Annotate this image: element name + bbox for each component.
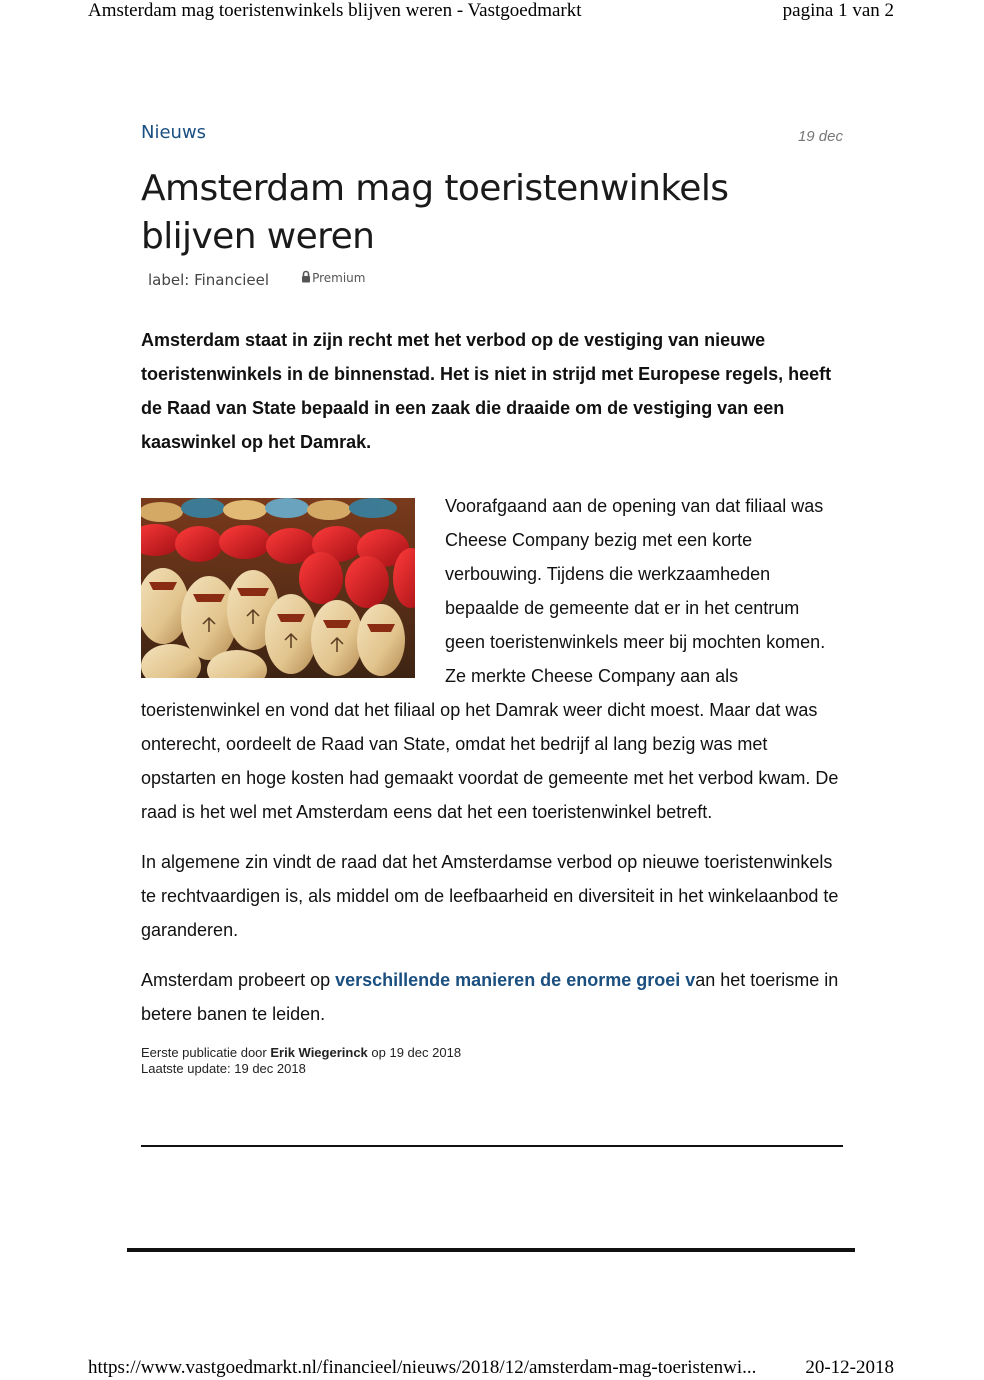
article-paragraph-3 <box>141 963 843 1031</box>
title-line-2: blijven weren <box>141 216 375 257</box>
credit-suffix: op 19 dec 2018 <box>367 1045 462 1060</box>
article-paragraph-2: In algemene zin vindt de raad dat het Amsterdamse verbod op nieuwe toeristenwinkels te rechtvaardigen is, als middel om de leefbaarheid en diversiteit in het winkelaanbod te garanderen. <box>141 852 839 940</box>
print-header-page: pagina 1 van 2 <box>782 0 894 21</box>
title-line-1: Amsterdam mag toeristenwinkels <box>141 168 729 209</box>
print-footer <box>88 1357 894 1379</box>
article <box>141 120 843 1077</box>
category-link[interactable]: Nieuws <box>141 122 207 143</box>
article-body-1 <box>141 489 843 829</box>
last-update: Laatste update: 19 dec 2018 <box>141 1061 306 1076</box>
first-publication <box>141 1045 843 1061</box>
paragraph-3-start: Amsterdam probeert op <box>141 970 336 990</box>
article-meta <box>141 271 843 289</box>
lock-icon <box>301 270 311 286</box>
article-paragraph-1: Voorafgaand aan de opening van dat filiaal was Cheese Company bezig met een korte verbouwing. Tijdens die werkzaamheden bepaalde de gemeente dat er in het centrum geen toeristenwinkels meer bij mochten komen. Ze merkte Cheese Company aan als toeristenwinkel en vond dat het filiaal op het Damrak weer dicht moest. Maar dat was onterecht, oordeelt de Raad van State, omdat het bedrijf al lang bezig was met opstarten en hoge kosten had gemaakt voordat de gemeente met het verbod kwam. De raad is het wel met Amsterdam eens dat het een toeristenwinkel betreft. <box>141 496 839 822</box>
paragraph-3-end: an het toerisme in betere banen te leiden. <box>141 970 839 1024</box>
divider-thick <box>127 1248 855 1252</box>
print-header-title: Amsterdam mag toeristenwinkels blijven weren - Vastgoedmarkt <box>88 0 582 21</box>
article-top-row <box>141 120 843 145</box>
article-title <box>141 165 843 261</box>
article-date: 19 dec <box>797 128 843 145</box>
print-footer-url: https://www.vastgoedmarkt.nl/financieel/nieuws/2018/12/amsterdam-mag-toeristenwi... <box>88 1357 757 1378</box>
premium-badge <box>301 270 365 286</box>
divider-thin <box>141 1145 843 1147</box>
author-name: Erik Wiegerinck <box>270 1045 368 1060</box>
print-footer-date: 20-12-2018 <box>805 1357 894 1378</box>
article-credits <box>141 1045 843 1077</box>
premium-label: Premium <box>312 271 366 285</box>
related-article-link[interactable]: verschillende manieren de enorme groei v <box>335 970 696 990</box>
credit-prefix: Eerste publicatie door <box>141 1045 271 1060</box>
article-lead: Amsterdam staat in zijn recht met het verbod op de vestiging van nieuwe toeristenwinkels in de binnenstad. Het is niet in strijd met Europese regels, heeft de Raad van State bepaald in een zaak die draaide om de vestiging van een kaaswinkel op het Damrak. <box>141 330 832 452</box>
article-photo <box>141 498 415 678</box>
label-tag[interactable]: label: Financieel <box>148 271 270 289</box>
print-header <box>88 0 894 22</box>
